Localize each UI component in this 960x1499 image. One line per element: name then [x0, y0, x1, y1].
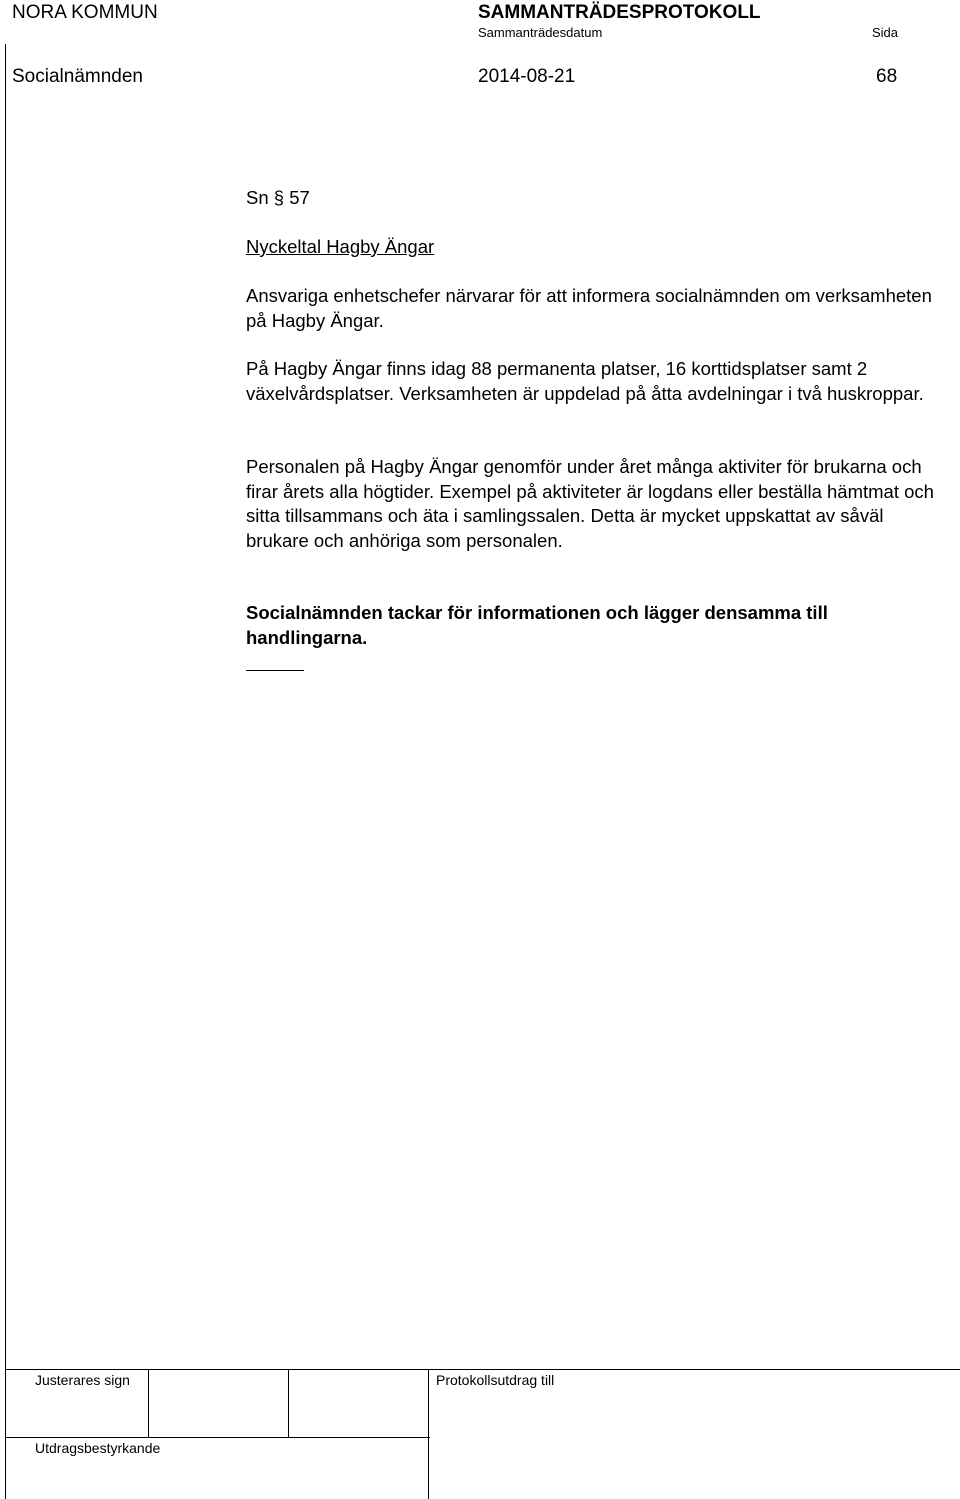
protokollsutdrag-label: Protokollsutdrag till	[436, 1372, 555, 1388]
paragraph: På Hagby Ängar finns idag 88 permanenta platser, 16 korttidsplatser samt 2 växelvårdsplatser. Verksamheten är uppdelad på åtta avdelningar i två huskroppar.	[246, 358, 924, 404]
utdragsbestyrkande-label: Utdragsbestyrkande	[35, 1440, 161, 1456]
end-of-section-rule	[246, 670, 304, 671]
footer-divider	[428, 1369, 429, 1499]
section-number: Sn § 57	[246, 187, 310, 208]
page-number: 68	[876, 66, 898, 87]
committee-name: Socialnämnden	[12, 66, 143, 87]
meeting-date-label: Sammanträdesdatum	[478, 25, 603, 40]
decision-text: Socialnämnden tackar för informationen och lägger densamma till handlingarna.	[246, 602, 828, 648]
footer-divider	[148, 1369, 149, 1437]
justerares-sign-label: Justerares sign	[35, 1372, 130, 1388]
footer-mid-rule	[5, 1437, 430, 1438]
footer-divider	[288, 1369, 289, 1437]
left-margin-rule	[5, 44, 6, 1499]
section-title: Nyckeltal Hagby Ängar	[246, 236, 435, 257]
paragraph: Personalen på Hagby Ängar genomför under året många aktiviter för brukarna och firar årets alla högtider. Exempel på aktiviteter är logdans eller beställa hämtmat och sitta tillsammans och äta i samlingssalen. Detta är mycket uppskattat av såväl brukare och anhöriga som personalen.	[246, 456, 934, 551]
document-type: SAMMANTRÄDESPROTOKOLL	[478, 2, 761, 23]
organization-name: NORA KOMMUN	[12, 2, 158, 23]
meeting-date: 2014-08-21	[478, 66, 576, 87]
paragraph: Ansvariga enhetschefer närvarar för att informera socialnämnden om verksamheten på Hagby Ängar.	[246, 285, 932, 331]
page-label: Sida	[872, 25, 899, 40]
